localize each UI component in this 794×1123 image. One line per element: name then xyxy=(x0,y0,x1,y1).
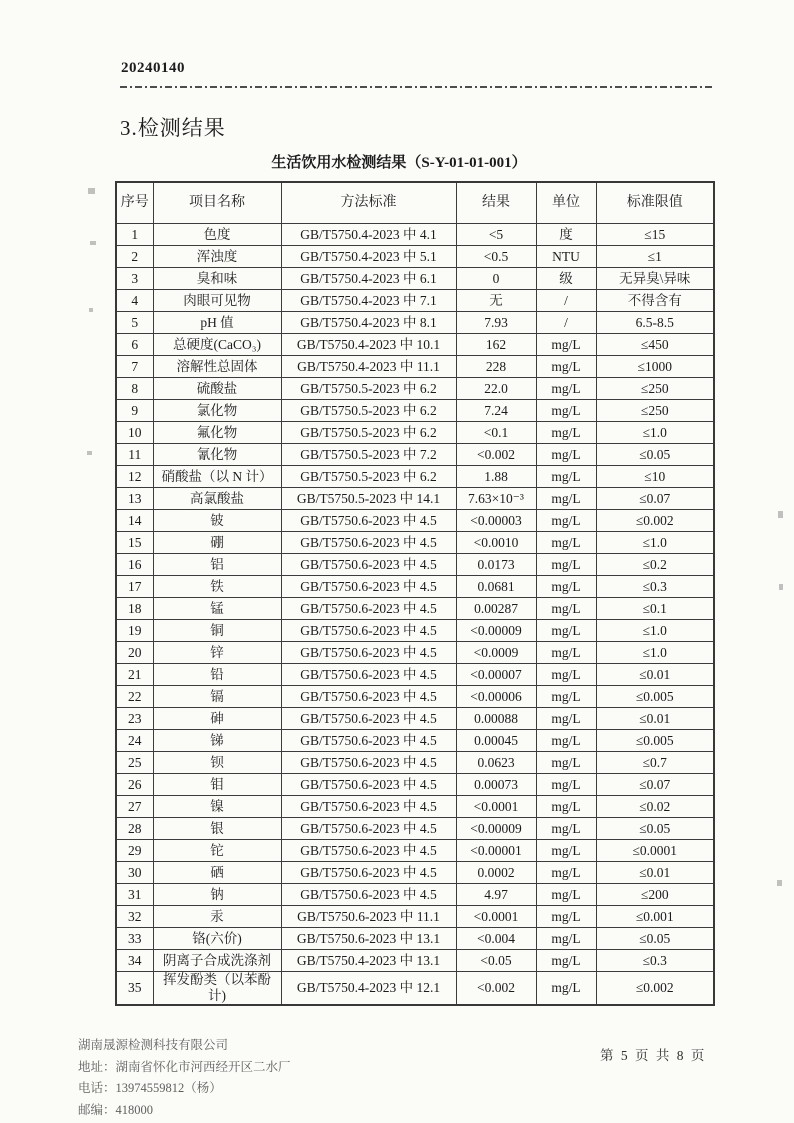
cell-method-standard: GB/T5750.4-2023 中 13.1 xyxy=(281,950,456,972)
cell-item-name: 浑浊度 xyxy=(153,246,281,268)
cell-standard-limit: ≤0.07 xyxy=(596,774,714,796)
table-row xyxy=(116,796,714,818)
cell-result: <0.0001 xyxy=(456,906,536,928)
cell-unit: mg/L xyxy=(536,774,596,796)
column-header: 标准限值 xyxy=(596,182,714,224)
cell-result: 7.93 xyxy=(456,312,536,334)
cell-result: 0.00088 xyxy=(456,708,536,730)
cell-method-standard: GB/T5750.6-2023 中 4.5 xyxy=(281,708,456,730)
cell-result: 162 xyxy=(456,334,536,356)
cell-method-standard: GB/T5750.6-2023 中 13.1 xyxy=(281,928,456,950)
header-divider-line xyxy=(120,86,712,88)
table-row xyxy=(116,950,714,972)
cell-result: <0.5 xyxy=(456,246,536,268)
cell-item-name: 氟化物 xyxy=(153,422,281,444)
cell-unit: mg/L xyxy=(536,554,596,576)
cell-seq-no: 35 xyxy=(116,972,153,1005)
table-row xyxy=(116,378,714,400)
cell-unit: mg/L xyxy=(536,796,596,818)
cell-unit: mg/L xyxy=(536,664,596,686)
cell-item-name: 铬(六价) xyxy=(153,928,281,950)
cell-standard-limit: ≤0.7 xyxy=(596,752,714,774)
table-row xyxy=(116,774,714,796)
cell-unit: / xyxy=(536,312,596,334)
cell-result: 7.24 xyxy=(456,400,536,422)
cell-seq-no: 1 xyxy=(116,224,153,246)
cell-standard-limit: ≤250 xyxy=(596,378,714,400)
cell-seq-no: 13 xyxy=(116,488,153,510)
cell-item-name: 硼 xyxy=(153,532,281,554)
cell-result: 228 xyxy=(456,356,536,378)
cell-method-standard: GB/T5750.6-2023 中 4.5 xyxy=(281,774,456,796)
cell-item-name: 银 xyxy=(153,818,281,840)
cell-result: <0.0010 xyxy=(456,532,536,554)
table-row xyxy=(116,334,714,356)
cell-unit: mg/L xyxy=(536,928,596,950)
cell-method-standard: GB/T5750.4-2023 中 7.1 xyxy=(281,290,456,312)
cell-seq-no: 31 xyxy=(116,884,153,906)
cell-item-name: 硒 xyxy=(153,862,281,884)
footer-address: 地址：湖南省怀化市河西经开区二水厂 xyxy=(78,1059,291,1074)
cell-item-name: 镉 xyxy=(153,686,281,708)
column-header: 结果 xyxy=(456,182,536,224)
table-row xyxy=(116,290,714,312)
cell-method-standard: GB/T5750.4-2023 中 5.1 xyxy=(281,246,456,268)
cell-result: 0.00287 xyxy=(456,598,536,620)
cell-item-name: 臭和味 xyxy=(153,268,281,290)
cell-standard-limit: ≤0.3 xyxy=(596,576,714,598)
cell-unit: mg/L xyxy=(536,620,596,642)
cell-seq-no: 20 xyxy=(116,642,153,664)
cell-seq-no: 12 xyxy=(116,466,153,488)
cell-seq-no: 17 xyxy=(116,576,153,598)
cell-method-standard: GB/T5750.6-2023 中 4.5 xyxy=(281,554,456,576)
cell-method-standard: GB/T5750.5-2023 中 6.2 xyxy=(281,378,456,400)
cell-method-standard: GB/T5750.6-2023 中 11.1 xyxy=(281,906,456,928)
table-row xyxy=(116,444,714,466)
footer-postcode: 邮编：418000 xyxy=(78,1102,154,1117)
cell-seq-no: 11 xyxy=(116,444,153,466)
cell-unit: mg/L xyxy=(536,686,596,708)
table-row xyxy=(116,268,714,290)
cell-standard-limit: ≤0.01 xyxy=(596,862,714,884)
cell-standard-limit: ≤0.01 xyxy=(596,708,714,730)
cell-unit: mg/L xyxy=(536,818,596,840)
cell-seq-no: 32 xyxy=(116,906,153,928)
cell-item-name: 钠 xyxy=(153,884,281,906)
cell-seq-no: 26 xyxy=(116,774,153,796)
cell-standard-limit: ≤0.05 xyxy=(596,444,714,466)
cell-item-name: 锌 xyxy=(153,642,281,664)
cell-method-standard: GB/T5750.4-2023 中 8.1 xyxy=(281,312,456,334)
cell-item-name: 氰化物 xyxy=(153,444,281,466)
column-header: 项目名称 xyxy=(153,182,281,224)
cell-method-standard: GB/T5750.4-2023 中 12.1 xyxy=(281,972,456,1005)
cell-item-name: 镍 xyxy=(153,796,281,818)
cell-result: 0.0681 xyxy=(456,576,536,598)
cell-unit: mg/L xyxy=(536,422,596,444)
cell-result: 22.0 xyxy=(456,378,536,400)
cell-result: <0.00007 xyxy=(456,664,536,686)
table-row xyxy=(116,510,714,532)
column-header: 方法标准 xyxy=(281,182,456,224)
scan-artifact xyxy=(779,584,783,590)
cell-result: 0.00045 xyxy=(456,730,536,752)
table-row xyxy=(116,752,714,774)
cell-seq-no: 34 xyxy=(116,950,153,972)
cell-standard-limit: ≤0.01 xyxy=(596,664,714,686)
cell-method-standard: GB/T5750.4-2023 中 10.1 xyxy=(281,334,456,356)
cell-unit: mg/L xyxy=(536,752,596,774)
cell-standard-limit: ≤1.0 xyxy=(596,620,714,642)
scan-artifact xyxy=(777,880,782,886)
cell-item-name: pH 值 xyxy=(153,312,281,334)
cell-result: 0 xyxy=(456,268,536,290)
cell-method-standard: GB/T5750.6-2023 中 4.5 xyxy=(281,686,456,708)
table-row xyxy=(116,730,714,752)
cell-result: <0.0009 xyxy=(456,642,536,664)
cell-result: <0.00001 xyxy=(456,840,536,862)
scan-artifact xyxy=(90,241,96,245)
cell-item-name: 铅 xyxy=(153,664,281,686)
cell-result: 0.0623 xyxy=(456,752,536,774)
cell-item-name: 硫酸盐 xyxy=(153,378,281,400)
cell-seq-no: 8 xyxy=(116,378,153,400)
table-caption: 生活饮用水检测结果（S-Y-01-01-001） xyxy=(271,155,527,171)
cell-method-standard: GB/T5750.6-2023 中 4.5 xyxy=(281,862,456,884)
cell-standard-limit: ≤0.05 xyxy=(596,818,714,840)
table-header-row xyxy=(116,182,714,224)
table-row xyxy=(116,884,714,906)
cell-method-standard: GB/T5750.6-2023 中 4.5 xyxy=(281,818,456,840)
cell-unit: mg/L xyxy=(536,730,596,752)
cell-method-standard: GB/T5750.4-2023 中 6.1 xyxy=(281,268,456,290)
table-row xyxy=(116,686,714,708)
cell-seq-no: 9 xyxy=(116,400,153,422)
cell-item-name: 铜 xyxy=(153,620,281,642)
table-row xyxy=(116,488,714,510)
cell-result: 1.88 xyxy=(456,466,536,488)
cell-seq-no: 21 xyxy=(116,664,153,686)
cell-result: 0.00073 xyxy=(456,774,536,796)
cell-item-name: 铊 xyxy=(153,840,281,862)
cell-unit: mg/L xyxy=(536,488,596,510)
cell-standard-limit: ≤10 xyxy=(596,466,714,488)
cell-seq-no: 4 xyxy=(116,290,153,312)
cell-standard-limit: ≤1.0 xyxy=(596,532,714,554)
cell-standard-limit: ≤0.005 xyxy=(596,730,714,752)
cell-seq-no: 3 xyxy=(116,268,153,290)
cell-unit: mg/L xyxy=(536,510,596,532)
table-row xyxy=(116,576,714,598)
cell-standard-limit: ≤1.0 xyxy=(596,642,714,664)
cell-unit: mg/L xyxy=(536,466,596,488)
cell-seq-no: 29 xyxy=(116,840,153,862)
cell-item-name: 溶解性总固体 xyxy=(153,356,281,378)
cell-method-standard: GB/T5750.6-2023 中 4.5 xyxy=(281,576,456,598)
cell-seq-no: 23 xyxy=(116,708,153,730)
cell-seq-no: 28 xyxy=(116,818,153,840)
cell-unit: mg/L xyxy=(536,356,596,378)
cell-unit: mg/L xyxy=(536,906,596,928)
table-row xyxy=(116,466,714,488)
cell-seq-no: 7 xyxy=(116,356,153,378)
results-table xyxy=(115,181,715,1006)
cell-standard-limit: 6.5-8.5 xyxy=(596,312,714,334)
table-row xyxy=(116,224,714,246)
cell-seq-no: 14 xyxy=(116,510,153,532)
table-row xyxy=(116,906,714,928)
cell-item-name: 钡 xyxy=(153,752,281,774)
document-number: 20240140 xyxy=(121,60,185,76)
scan-artifact xyxy=(89,308,93,312)
cell-unit: mg/L xyxy=(536,532,596,554)
cell-unit: 级 xyxy=(536,268,596,290)
cell-seq-no: 25 xyxy=(116,752,153,774)
cell-result: <0.05 xyxy=(456,950,536,972)
cell-result: 7.63×10⁻³ xyxy=(456,488,536,510)
cell-standard-limit: ≤0.1 xyxy=(596,598,714,620)
cell-unit: mg/L xyxy=(536,334,596,356)
page-indicator: 第 5 页 共 8 页 xyxy=(600,1048,707,1063)
cell-item-name: 氯化物 xyxy=(153,400,281,422)
cell-standard-limit: ≤450 xyxy=(596,334,714,356)
cell-seq-no: 6 xyxy=(116,334,153,356)
cell-seq-no: 15 xyxy=(116,532,153,554)
cell-standard-limit: ≤0.002 xyxy=(596,510,714,532)
cell-result: <0.002 xyxy=(456,972,536,1005)
cell-method-standard: GB/T5750.6-2023 中 4.5 xyxy=(281,642,456,664)
cell-standard-limit: ≤0.005 xyxy=(596,686,714,708)
table-row xyxy=(116,708,714,730)
cell-result: 0.0173 xyxy=(456,554,536,576)
cell-standard-limit: ≤0.2 xyxy=(596,554,714,576)
cell-method-standard: GB/T5750.5-2023 中 6.2 xyxy=(281,400,456,422)
cell-seq-no: 2 xyxy=(116,246,153,268)
cell-seq-no: 10 xyxy=(116,422,153,444)
cell-standard-limit: ≤1 xyxy=(596,246,714,268)
footer-block xyxy=(78,1035,291,1121)
cell-standard-limit: ≤0.07 xyxy=(596,488,714,510)
cell-result: <0.1 xyxy=(456,422,536,444)
cell-standard-limit: ≤0.02 xyxy=(596,796,714,818)
scan-artifact xyxy=(778,511,783,518)
table-row xyxy=(116,312,714,334)
cell-method-standard: GB/T5750.6-2023 中 4.5 xyxy=(281,752,456,774)
cell-unit: mg/L xyxy=(536,950,596,972)
table-row xyxy=(116,356,714,378)
cell-result: <0.004 xyxy=(456,928,536,950)
cell-standard-limit: ≤1000 xyxy=(596,356,714,378)
cell-item-name: 铝 xyxy=(153,554,281,576)
cell-item-name: 总硬度(CaCO₃) xyxy=(153,334,281,356)
cell-method-standard: GB/T5750.6-2023 中 4.5 xyxy=(281,664,456,686)
cell-seq-no: 30 xyxy=(116,862,153,884)
cell-standard-limit: ≤250 xyxy=(596,400,714,422)
table-row xyxy=(116,928,714,950)
table-row xyxy=(116,400,714,422)
cell-result: <0.00006 xyxy=(456,686,536,708)
table-row xyxy=(116,246,714,268)
cell-method-standard: GB/T5750.5-2023 中 7.2 xyxy=(281,444,456,466)
cell-standard-limit: ≤200 xyxy=(596,884,714,906)
cell-method-standard: GB/T5750.6-2023 中 4.5 xyxy=(281,620,456,642)
cell-seq-no: 24 xyxy=(116,730,153,752)
cell-result: <0.002 xyxy=(456,444,536,466)
table-row xyxy=(116,972,714,1005)
cell-unit: mg/L xyxy=(536,884,596,906)
cell-unit: mg/L xyxy=(536,862,596,884)
cell-standard-limit: ≤15 xyxy=(596,224,714,246)
cell-unit: / xyxy=(536,290,596,312)
cell-standard-limit: 无异臭\异味 xyxy=(596,268,714,290)
cell-seq-no: 33 xyxy=(116,928,153,950)
table-row xyxy=(116,422,714,444)
cell-unit: mg/L xyxy=(536,972,596,1005)
cell-method-standard: GB/T5750.5-2023 中 6.2 xyxy=(281,422,456,444)
cell-item-name: 阴离子合成洗涤剂 xyxy=(153,950,281,972)
cell-method-standard: GB/T5750.5-2023 中 14.1 xyxy=(281,488,456,510)
cell-seq-no: 18 xyxy=(116,598,153,620)
cell-method-standard: GB/T5750.6-2023 中 4.5 xyxy=(281,840,456,862)
cell-item-name: 高氯酸盐 xyxy=(153,488,281,510)
cell-seq-no: 22 xyxy=(116,686,153,708)
table-row xyxy=(116,620,714,642)
table-row xyxy=(116,862,714,884)
cell-unit: mg/L xyxy=(536,378,596,400)
cell-unit: mg/L xyxy=(536,576,596,598)
cell-method-standard: GB/T5750.6-2023 中 4.5 xyxy=(281,532,456,554)
cell-item-name: 锑 xyxy=(153,730,281,752)
cell-result: <0.00003 xyxy=(456,510,536,532)
table-row xyxy=(116,664,714,686)
cell-seq-no: 16 xyxy=(116,554,153,576)
cell-unit: 度 xyxy=(536,224,596,246)
footer-company: 湖南晟源检测科技有限公司 xyxy=(78,1038,229,1052)
cell-item-name: 砷 xyxy=(153,708,281,730)
cell-standard-limit: ≤1.0 xyxy=(596,422,714,444)
table-row xyxy=(116,532,714,554)
cell-item-name: 汞 xyxy=(153,906,281,928)
footer-phone: 电话：13974559812（杨） xyxy=(78,1081,222,1095)
cell-item-name: 锰 xyxy=(153,598,281,620)
cell-standard-limit: ≤0.3 xyxy=(596,950,714,972)
cell-standard-limit: ≤0.001 xyxy=(596,906,714,928)
cell-item-name: 硝酸盐（以 N 计） xyxy=(153,466,281,488)
cell-standard-limit: ≤0.05 xyxy=(596,928,714,950)
table-row xyxy=(116,818,714,840)
cell-seq-no: 19 xyxy=(116,620,153,642)
cell-item-name: 色度 xyxy=(153,224,281,246)
scan-artifact xyxy=(87,451,92,455)
column-header: 单位 xyxy=(536,182,596,224)
cell-unit: mg/L xyxy=(536,642,596,664)
cell-unit: mg/L xyxy=(536,444,596,466)
cell-result: <0.00009 xyxy=(456,818,536,840)
cell-method-standard: GB/T5750.4-2023 中 4.1 xyxy=(281,224,456,246)
cell-method-standard: GB/T5750.6-2023 中 4.5 xyxy=(281,730,456,752)
cell-unit: mg/L xyxy=(536,400,596,422)
cell-item-name: 铍 xyxy=(153,510,281,532)
section-title: 3.检测结果 xyxy=(120,116,226,140)
table-row xyxy=(116,554,714,576)
cell-seq-no: 5 xyxy=(116,312,153,334)
cell-method-standard: GB/T5750.5-2023 中 6.2 xyxy=(281,466,456,488)
column-header: 序号 xyxy=(116,182,153,224)
cell-unit: NTU xyxy=(536,246,596,268)
table-row xyxy=(116,642,714,664)
cell-method-standard: GB/T5750.6-2023 中 4.5 xyxy=(281,884,456,906)
cell-method-standard: GB/T5750.6-2023 中 4.5 xyxy=(281,598,456,620)
cell-unit: mg/L xyxy=(536,708,596,730)
cell-standard-limit: ≤0.002 xyxy=(596,972,714,1005)
cell-item-name: 肉眼可见物 xyxy=(153,290,281,312)
cell-item-name: 铁 xyxy=(153,576,281,598)
scan-artifact xyxy=(88,188,95,194)
cell-result: <0.0001 xyxy=(456,796,536,818)
cell-method-standard: GB/T5750.6-2023 中 4.5 xyxy=(281,510,456,532)
cell-result: 无 xyxy=(456,290,536,312)
cell-result: <5 xyxy=(456,224,536,246)
cell-standard-limit: ≤0.0001 xyxy=(596,840,714,862)
cell-item-name: 挥发酚类（以苯酚计) xyxy=(153,972,281,1005)
cell-method-standard: GB/T5750.6-2023 中 4.5 xyxy=(281,796,456,818)
cell-unit: mg/L xyxy=(536,840,596,862)
cell-result: 4.97 xyxy=(456,884,536,906)
cell-item-name: 钼 xyxy=(153,774,281,796)
table-row xyxy=(116,598,714,620)
cell-standard-limit: 不得含有 xyxy=(596,290,714,312)
cell-unit: mg/L xyxy=(536,598,596,620)
cell-seq-no: 27 xyxy=(116,796,153,818)
table-row xyxy=(116,840,714,862)
cell-method-standard: GB/T5750.4-2023 中 11.1 xyxy=(281,356,456,378)
cell-result: 0.0002 xyxy=(456,862,536,884)
cell-result: <0.00009 xyxy=(456,620,536,642)
